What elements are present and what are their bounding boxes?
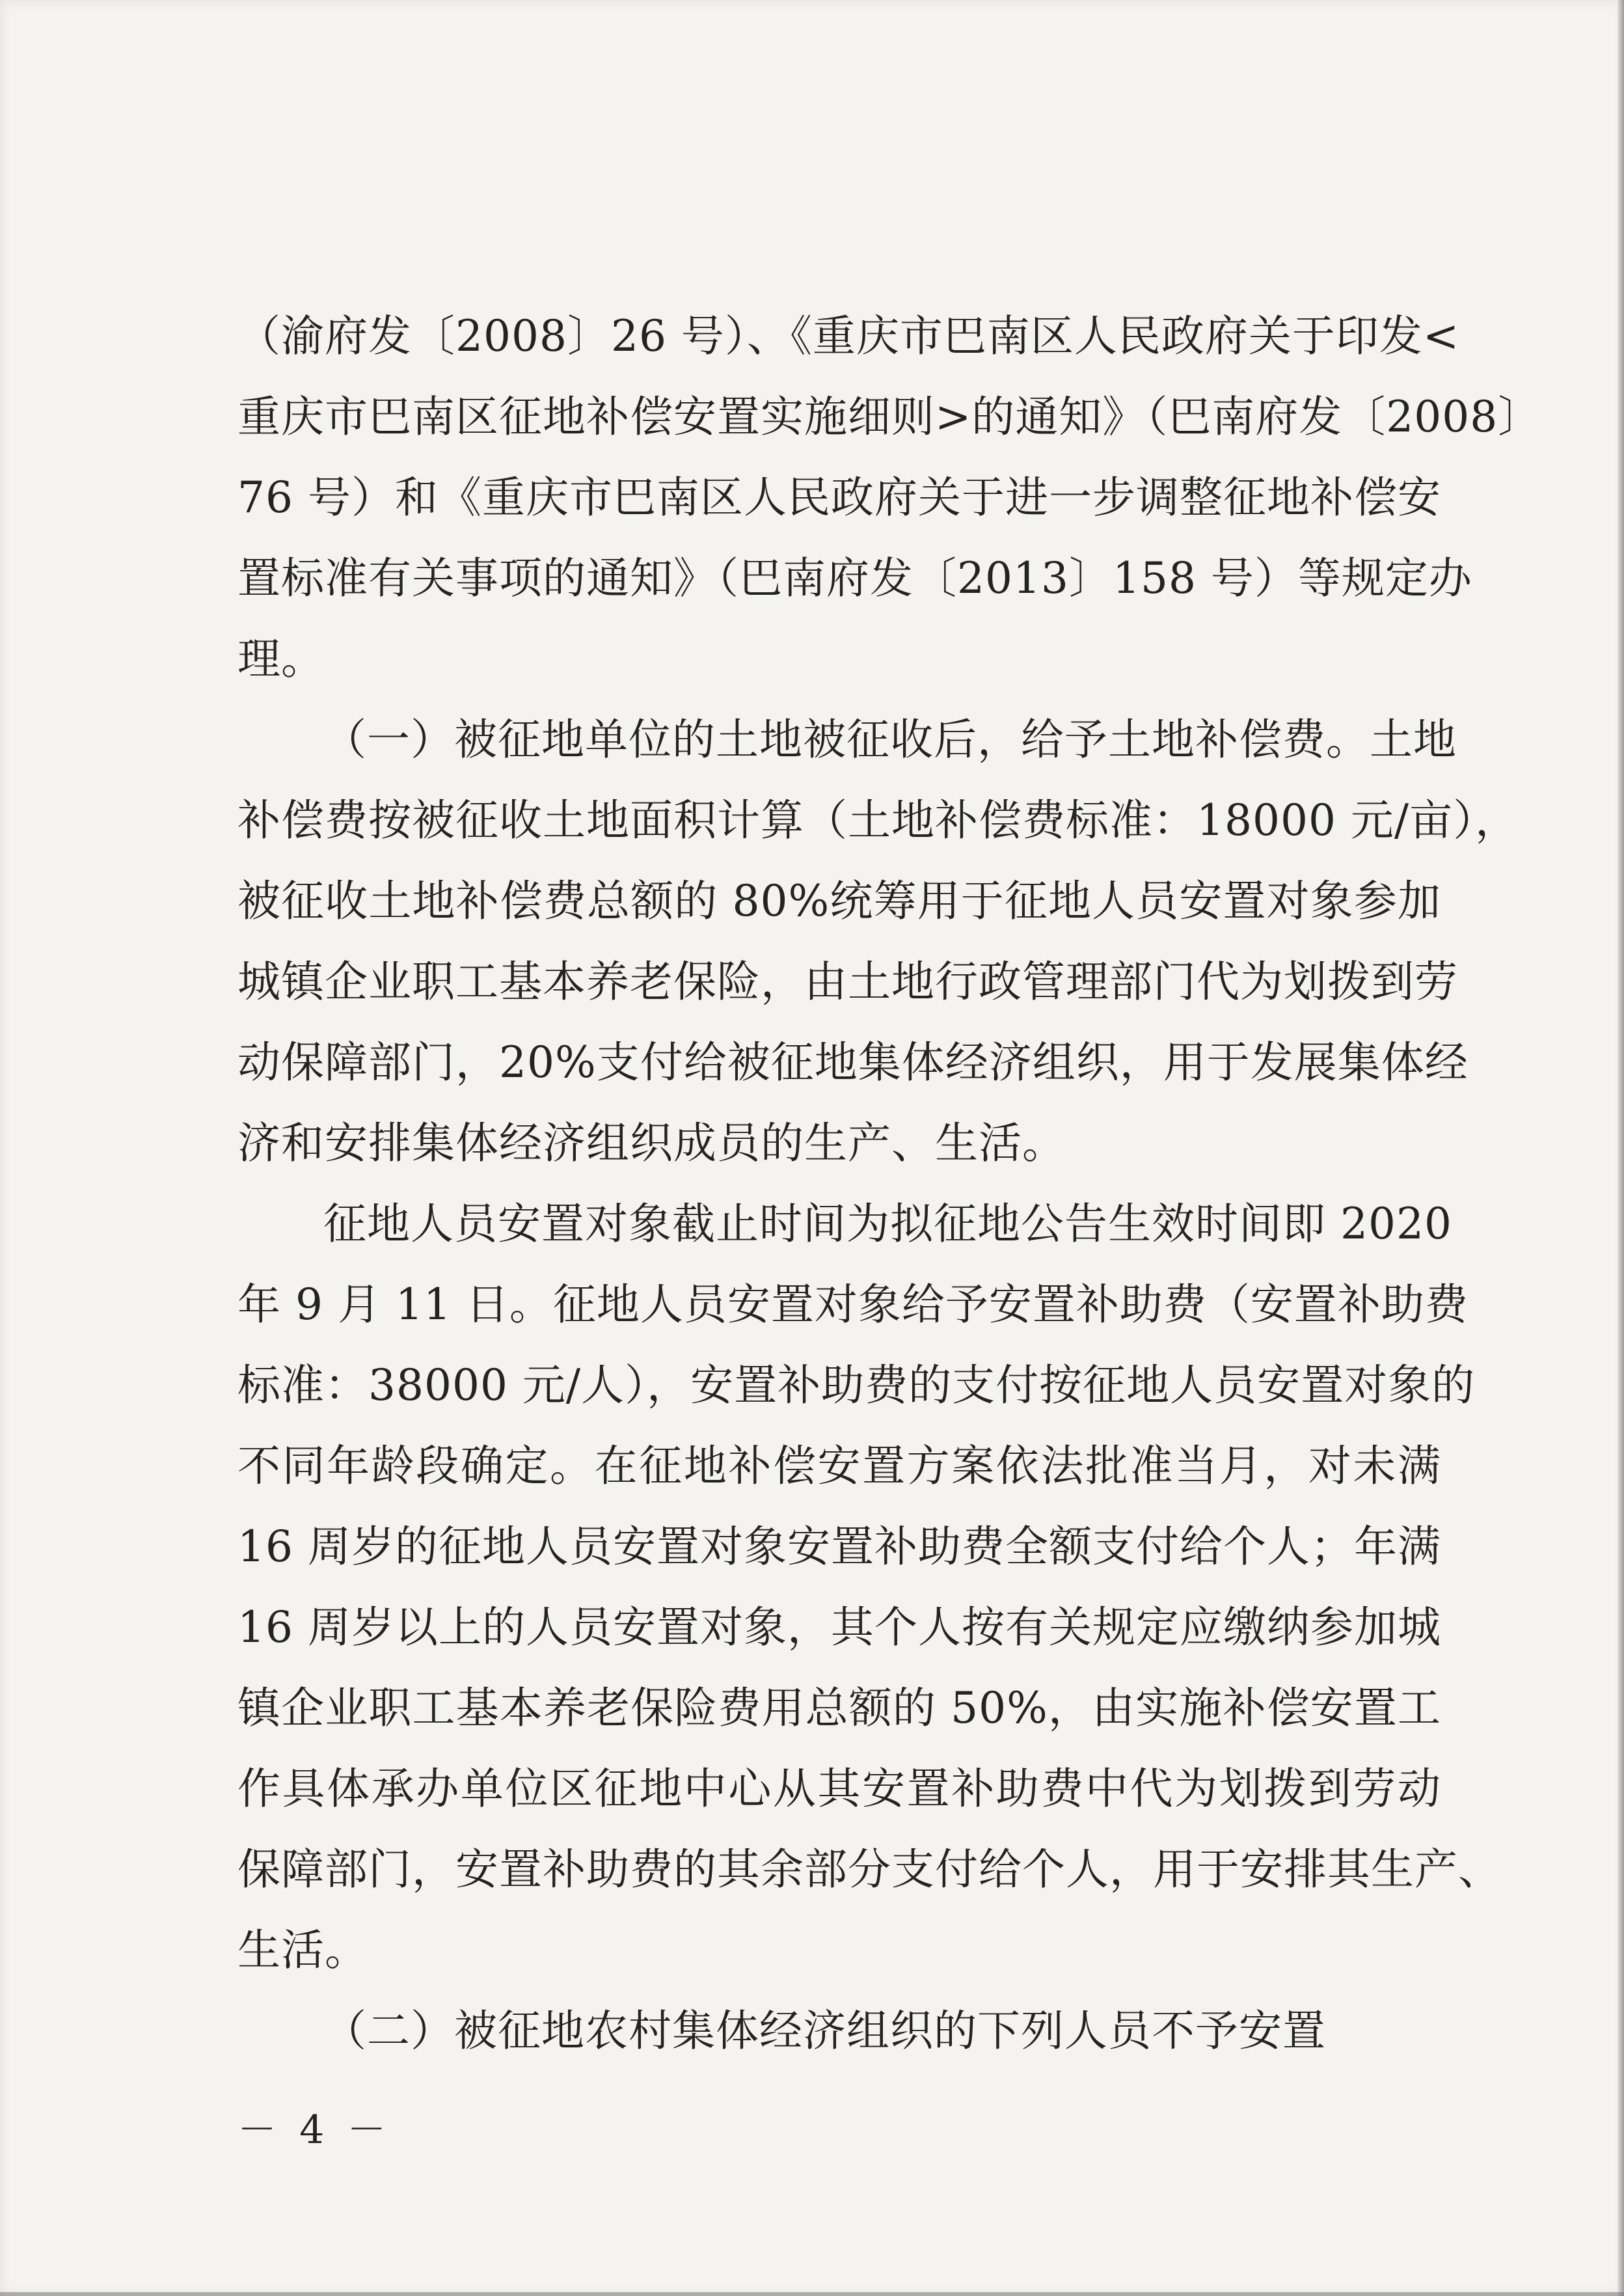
text-line-6: （一）被征地单位的土地被征收后，给予土地补偿费。土地 [323, 715, 1457, 765]
document-body [237, 296, 1542, 2071]
text-line-14: 标准：38000 元/人），安置补助费的支付按征地人员安置对象的 [237, 1360, 1476, 1410]
text-line-3: 76 号）和《重庆市巴南区人民政府关于进一步调整征地补偿安 [237, 472, 1441, 523]
text-line-9: 城镇企业职工基本养老保险，由土地行政管理部门代为划拨到劳 [237, 957, 1458, 1007]
scan-edge-right [1617, 0, 1624, 2296]
text-line-1: （渝府发〔2008〕26 号）、《重庆市巴南区人民政府关于印发< [237, 311, 1460, 361]
page-number: － 4 － [237, 2107, 392, 2153]
text-line-13: 年 9 月 11 日。征地人员安置对象给予安置补助费（安置补助费 [237, 1279, 1468, 1330]
text-line-17: 16 周岁以上的人员安置对象，其个人按有关规定应缴纳参加城 [237, 1602, 1441, 1652]
text-line-16: 16 周岁的征地人员安置对象安置补助费全额支付给个人；年满 [237, 1522, 1441, 1572]
text-line-20: 保障部门，安置补助费的其余部分支付给个人，用于安排其生产、 [237, 1844, 1502, 1894]
text-line-2: 重庆市巴南区征地补偿安置实施细则>的通知》（巴南府发〔2008〕 [237, 392, 1542, 442]
text-line-5: 理。 [237, 634, 325, 684]
text-line-11: 济和安排集体经济组织成员的生产、生活。 [237, 1118, 1066, 1168]
text-line-10: 动保障部门，20%支付给被征地集体经济组织，用于发展集体经 [237, 1037, 1468, 1087]
text-line-22: （二）被征地农村集体经济组织的下列人员不予安置 [323, 2006, 1326, 2056]
text-line-15: 不同年龄段确定。在征地补偿安置方案依法批准当月，对未满 [237, 1441, 1441, 1491]
text-line-7: 补偿费按被征收土地面积计算（土地补偿费标准：18000 元/亩）， [237, 795, 1519, 845]
scan-edge-bottom [0, 2292, 1624, 2296]
text-line-19: 作具体承办单位区征地中心从其安置补助费中代为划拨到劳动 [237, 1764, 1441, 1814]
text-line-4: 置标准有关事项的通知》（巴南府发〔2013〕158 号）等规定办 [237, 553, 1472, 603]
text-line-12: 征地人员安置对象截止时间为拟征地公告生效时间即 2020 [323, 1199, 1452, 1249]
text-line-18: 镇企业职工基本养老保险费用总额的 50%，由实施补偿安置工 [237, 1683, 1441, 1733]
text-line-8: 被征收土地补偿费总额的 80%统筹用于征地人员安置对象参加 [237, 876, 1441, 926]
text-line-21: 生活。 [237, 1925, 368, 1975]
